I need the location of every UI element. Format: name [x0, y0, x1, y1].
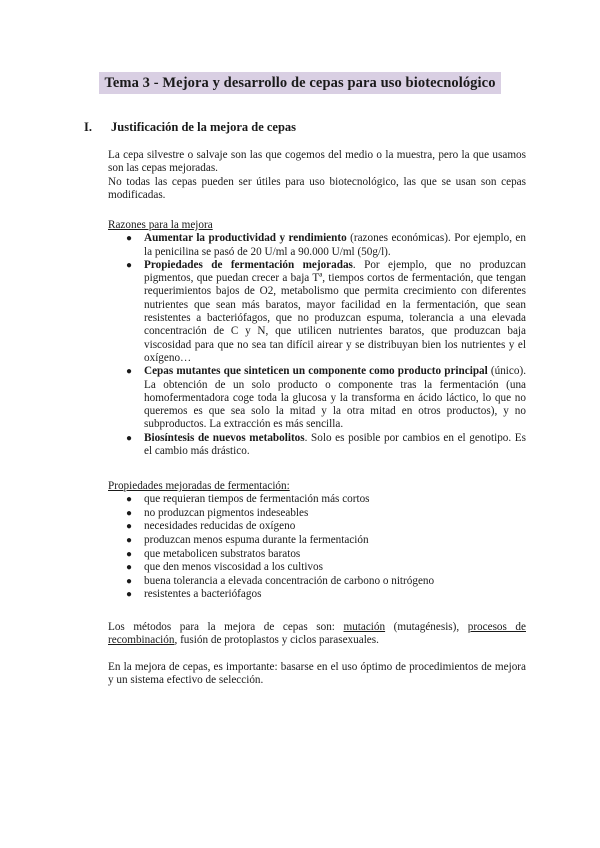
- document-title: Tema 3 - Mejora y desarrollo de cepas para uso biotecnológico: [99, 72, 500, 94]
- list-item: [108, 575, 526, 589]
- reason-title: Biosíntesis de nuevos metabolitos: [144, 431, 305, 444]
- section-number: I.: [84, 120, 92, 134]
- properties-heading: Propiedades mejoradas de fermentación:: [108, 480, 290, 492]
- bullet-icon: ●: [126, 507, 133, 519]
- reason-text: (único). La obtención de un solo producto o componente tras la fermentación (una homofermentadora coge toda la glucosa y la transforma en ácido láctico, lo que no queremos es que sea solo la mitad y la otra mitad en otros productos), y no subproductos. La extracción es más sencilla.: [144, 365, 526, 431]
- section-title: Justificación de la mejora de cepas: [111, 120, 297, 134]
- bullet-icon: ●: [126, 548, 133, 560]
- reason-text: . Por ejemplo, que no produzcan pigmentos, que puedan crecer a baja Tª, tiempos cortos de fermentación, que tengan requerimientos bajos de O2, metabolismo que permita crecimiento con diferentes nutrientes que sean más baratos, mayor facilidad en la fermentación, que sean resistentes a bacteriófagos, que no produzcan espuma, tolerancia a una elevada concentración de C y N, que utilicen nutrientes baratos, que produzcan baja viscosidad para que no sea tan difícil airear y se distribuyan bien los nutrientes y el oxígeno…: [144, 258, 526, 364]
- closing-paragraph: En la mejora de cepas, es importante: basarse en el uso óptimo de procedimientos de mejora y un sistema efectivo de selección.: [108, 661, 526, 687]
- reason-title: Cepas mutantes que sinteticen un componente como producto principal: [144, 365, 488, 378]
- intro-paragraph-1: La cepa silvestre o salvaje son las que cogemos del medio o la muestra, pero la que usamos son las cepas mejoradas.: [108, 149, 526, 175]
- property-text: necesidades reducidas de oxígeno: [144, 520, 296, 533]
- list-item: [108, 507, 526, 521]
- list-item: [108, 561, 526, 575]
- properties-list: [108, 493, 526, 602]
- reason-title: Aumentar la productividad y rendimiento: [144, 232, 347, 245]
- reasons-list: [108, 232, 526, 458]
- reason-text: . Solo es posible por cambios en el genotipo. Es el cambio más drástico.: [144, 431, 526, 458]
- bullet-icon: ●: [126, 562, 133, 574]
- title-container: [0, 72, 600, 94]
- recombination-term: procesos de recombinación: [108, 621, 526, 647]
- reasons-block: [108, 219, 526, 458]
- properties-block: [108, 480, 526, 602]
- bullet-icon: ●: [126, 535, 133, 547]
- reason-text: (razones económicas). Por ejemplo, en la penicilina se pasó de 20 U/ml a 90.000 U/ml (50g/l).: [144, 232, 526, 258]
- list-item: [108, 493, 526, 507]
- bullet-icon: ●: [126, 494, 133, 506]
- list-item: [108, 259, 526, 365]
- property-text: buena tolerancia a elevada concentración de carbono o nitrógeno: [144, 574, 435, 587]
- property-text: no produzcan pigmentos indeseables: [144, 506, 309, 519]
- intro-paragraph-2: No todas las cepas pueden ser útiles para uso biotecnológico, las que se usan son cepas modificadas.: [108, 175, 526, 201]
- mutation-term: mutación: [343, 621, 386, 633]
- methods-intro: Los métodos para la mejora de cepas son:: [108, 621, 344, 633]
- list-item: [108, 588, 526, 602]
- methods-end: , fusión de protoplastos y ciclos parasexuales.: [174, 634, 379, 647]
- list-item: [108, 534, 526, 548]
- section-heading: [84, 119, 296, 135]
- closing-block: [108, 661, 526, 688]
- property-text: resistentes a bacteriófagos: [144, 588, 262, 601]
- bullet-icon: ●: [126, 432, 133, 444]
- property-text: que requieran tiempos de fermentación más cortos: [144, 493, 370, 506]
- reason-title: Propiedades de fermentación mejoradas: [144, 258, 353, 271]
- list-item: [108, 432, 526, 459]
- bullet-icon: ●: [126, 366, 133, 378]
- bullet-icon: ●: [126, 233, 133, 245]
- property-text: que metabolicen substratos baratos: [144, 547, 301, 560]
- intro-block: [108, 149, 526, 202]
- list-item: [108, 365, 526, 431]
- bullet-icon: ●: [126, 521, 133, 533]
- list-item: [108, 520, 526, 534]
- property-text: que den menos viscosidad a los cultivos: [144, 561, 323, 574]
- bullet-icon: ●: [126, 259, 133, 271]
- methods-paragraph: [108, 621, 526, 648]
- bullet-icon: ●: [126, 589, 133, 601]
- list-item: [108, 232, 526, 259]
- bullet-icon: ●: [126, 575, 133, 587]
- list-item: [108, 548, 526, 562]
- methods-block: [108, 621, 526, 648]
- property-text: produzcan menos espuma durante la fermentación: [144, 534, 369, 547]
- methods-mid: (mutagénesis),: [385, 621, 468, 633]
- reasons-heading: Razones para la mejora: [108, 219, 213, 231]
